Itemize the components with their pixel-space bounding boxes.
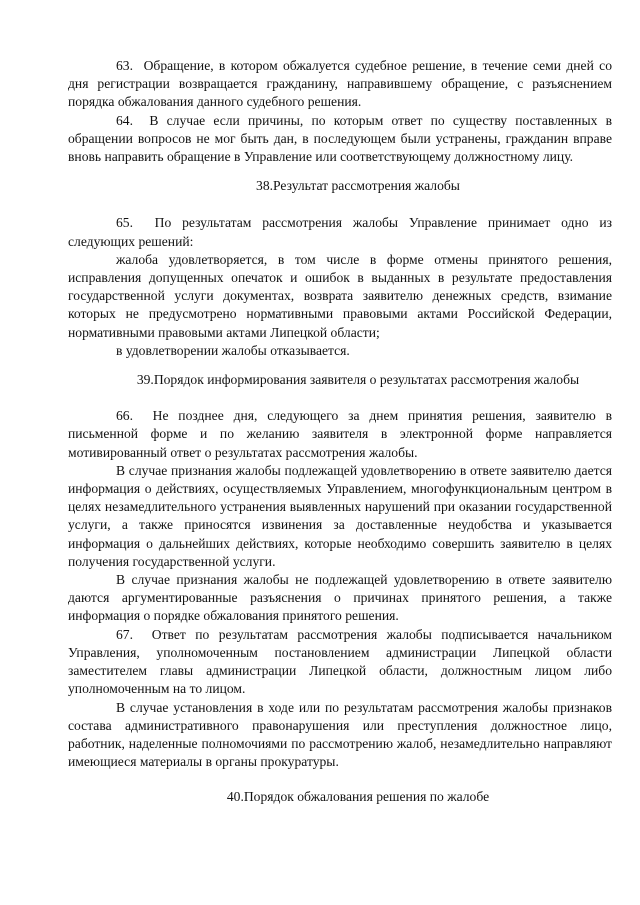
decision-option-satisfy: жалоба удовлетворяется, в том числе в форме отмены принятого решения, исправления допущенных опечаток и ошибок в выданных в результате предоставления государственной услуги документах, возврата заявителю денежных средств, взимание которых не предусмотрено нормативными правовыми актами Российской Федерации, нормативными правовыми актами Липецкой области;: [68, 251, 612, 340]
document-page: [68, 57, 612, 807]
section-38-heading: 38.Результат рассмотрения жалобы: [256, 178, 460, 194]
section-39-heading: 39.Порядок информирования заявителя о результатах рассмотрения жалобы: [136, 372, 580, 388]
paragraph-64: 64. В случае если причины, по которым ответ по существу поставленных в обращении вопросов не мог быть дан, в последующем были устранены, гражданин вправе вновь направить обращение в Управление или соответствующему должностному лицу.: [68, 112, 612, 165]
paragraph-prosecution: В случае установления в ходе или по результатам рассмотрения жалобы признаков состава административного правонарушения или преступления должностное лицо, работник, наделенные полномочиями по рассмотрению жалоб, незамедлительно направляют имеющиеся материалы в органы прокуратуры.: [68, 699, 612, 770]
section-40-heading: 40.Порядок обжалования решения по жалобе: [226, 789, 490, 805]
paragraph-66: 66. Не позднее дня, следующего за днем принятия решения, заявителю в письменной форме и по желанию заявителя в электронной форме направляется мотивированный ответ о результатах рассмотрения жалобы.: [68, 408, 612, 460]
decision-option-refuse: в удовлетворении жалобы отказывается.: [116, 342, 350, 358]
paragraph-67: 67. Ответ по результатам рассмотрения жалобы подписывается начальником Управления, уполномоченным постановлением администрации Липецкой области заместителем главы администрации Липецкой области, должностным лицом либо уполномоченным на то лицом.: [68, 626, 612, 697]
paragraph-unsatisfied-case: В случае признания жалобы не подлежащей удовлетворению в ответе заявителю даются аргументированные разъяснения о причинах принятого решения, а также информация о порядке обжалования принятого решения.: [68, 572, 612, 624]
paragraph-satisfied-case: В случае признания жалобы подлежащей удовлетворению в ответе заявителю дается информация о действиях, осуществляемых Управлением, многофункциональным центром в целях незамедлительного устранения выявленных нарушений при оказании государственной услуги, а также приносятся извинения за доставленные неудобства и указывается информация о дальнейших действиях, которые необходимо совершить заявителю в целях получения государственной услуги.: [68, 462, 612, 569]
paragraph-63: 63. Обращение, в котором обжалуется судебное решение, в течение семи дней со дня регистрации возвращается гражданину, направившему обращение, с разъяснением порядка обжалования данного судебного решения.: [68, 58, 612, 110]
paragraph-65: 65. По результатам рассмотрения жалобы Управление принимает одно из следующих решений:: [68, 215, 612, 249]
